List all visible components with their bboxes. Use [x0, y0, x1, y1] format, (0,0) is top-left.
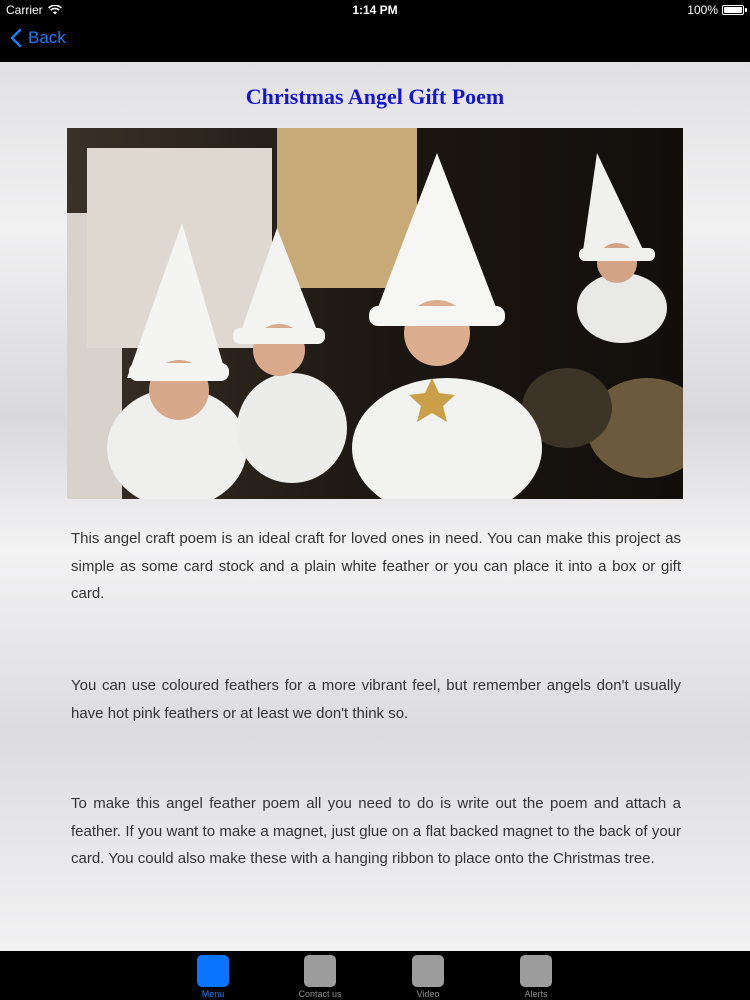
- article-content: [0, 62, 750, 951]
- battery-icon: [722, 5, 744, 15]
- article-paragraph: This angel craft poem is an ideal craft for loved ones in need. You can make this project as simple as some card stock and a plain white feather or you can place it into a box or gift card.: [71, 530, 681, 602]
- article-paragraph: You can use coloured feathers for a more vibrant feel, but remember angels don't usually have hot pink feathers or at least we don't think so.: [71, 677, 681, 722]
- tab-menu[interactable]: [178, 955, 248, 999]
- status-bar: [0, 0, 750, 20]
- menu-icon: [197, 955, 229, 987]
- alerts-icon: [520, 955, 552, 987]
- tab-alerts[interactable]: [501, 955, 571, 999]
- contact-icon: [304, 955, 336, 987]
- battery-indicator: [687, 3, 744, 17]
- chevron-left-icon: [10, 28, 22, 48]
- article-paragraph: To make this angel feather poem all you need to do is write out the poem and attach a feather. If you want to make a magnet, just glue on a flat backed magnet to the back of your card. You could also make these with a hanging ribbon to place onto the Christmas tree.: [71, 795, 681, 867]
- navigation-bar: [0, 20, 750, 62]
- battery-percent: 100%: [687, 3, 718, 17]
- tab-video[interactable]: [393, 955, 463, 999]
- tab-label: Video: [416, 989, 440, 999]
- tab-label: Menu: [201, 989, 225, 999]
- back-label: Back: [28, 28, 66, 47]
- tab-label: Alerts: [524, 989, 548, 999]
- tab-label: Contact us: [298, 989, 342, 999]
- carrier-label: Carrier: [6, 3, 43, 17]
- angel-figurines-photo: [67, 128, 683, 499]
- video-icon: [412, 955, 444, 987]
- back-button[interactable]: [10, 28, 66, 48]
- page-title: Christmas Angel Gift Poem: [245, 84, 505, 109]
- tab-contact-us[interactable]: [285, 955, 355, 999]
- status-time: 1:14 PM: [352, 3, 398, 17]
- tab-bar: [0, 951, 750, 1000]
